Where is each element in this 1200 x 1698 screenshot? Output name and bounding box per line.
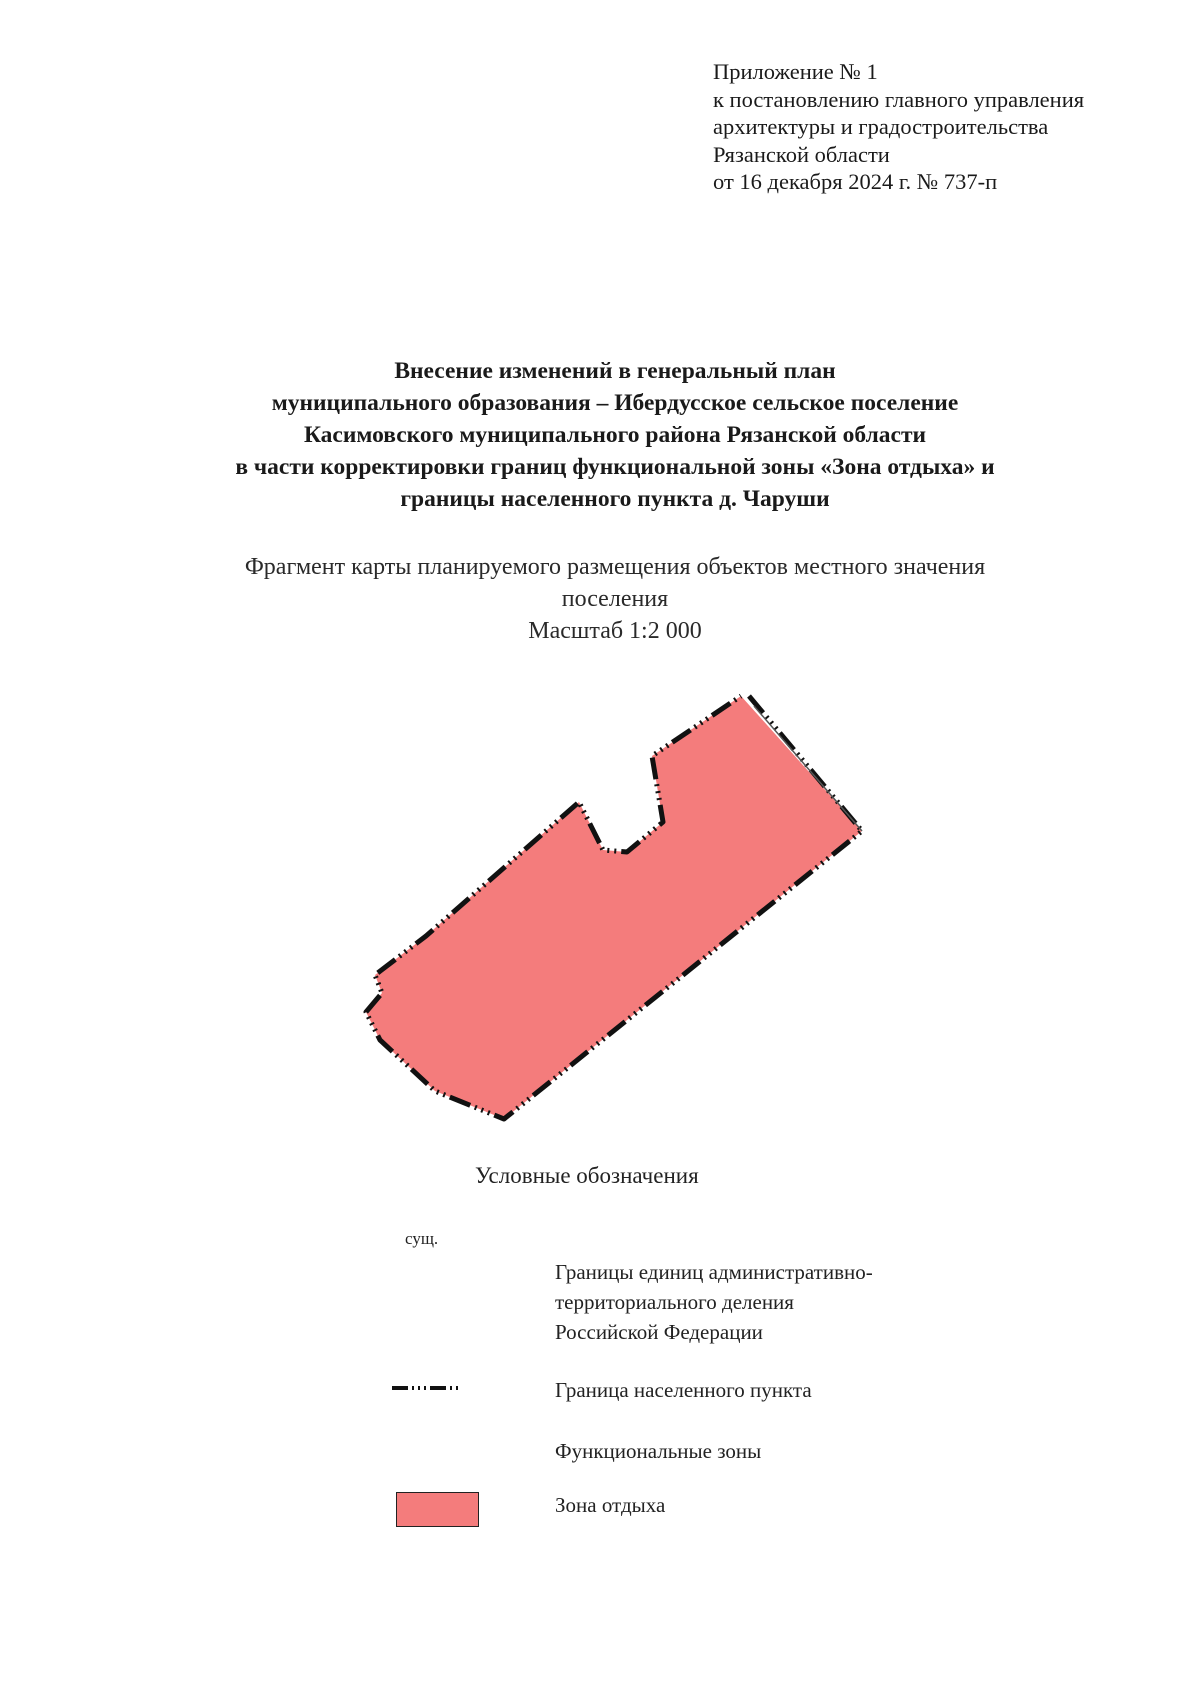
appendix-line: Приложение № 1 (713, 59, 878, 84)
appendix-line: архитектуры и градостроительства (713, 114, 1049, 139)
map-scale: Масштаб 1:2 000 (528, 618, 702, 644)
legend-title: Условные обозначения (475, 1163, 699, 1188)
settlement-boundary-symbol (390, 1382, 460, 1394)
legend-admin-line: Границы единиц административно- (555, 1260, 873, 1284)
legend-existing-label: сущ. (405, 1229, 439, 1248)
legend-settlement-boundary: Граница населенного пункта (555, 1378, 812, 1402)
appendix-line: от 16 декабря 2024 г. № 737-п (713, 169, 998, 194)
legend-admin-line: территориального деления (555, 1290, 794, 1314)
recreation-zone-polygon (366, 696, 862, 1119)
title-line: муниципального образования – Ибердусское сельское поселение (271, 390, 959, 416)
legend-admin-boundaries (555, 1257, 873, 1347)
subtitle-line: Фрагмент карты планируемого размещения объектов местного значения (244, 554, 986, 580)
title-line: границы населенного пункта д. Чаруши (400, 486, 830, 512)
title-line: в части корректировки границ функциональной зоны «Зона отдыха» и (235, 454, 995, 480)
appendix-line: Рязанской области (713, 141, 890, 167)
appendix-line: к постановлению главного управления (713, 86, 1085, 112)
legend-functional-zones: Функциональные зоны (555, 1439, 762, 1463)
legend-recreation-zone: Зона отдыха (555, 1493, 666, 1517)
subtitle-line: поселения (561, 586, 669, 612)
title-line: Касимовского муниципального района Рязанской области (303, 422, 927, 448)
title-line: Внесение изменений в генеральный план (394, 358, 836, 384)
recreation-zone-swatch (396, 1492, 479, 1527)
legend-admin-line: Российской Федерации (555, 1320, 763, 1344)
